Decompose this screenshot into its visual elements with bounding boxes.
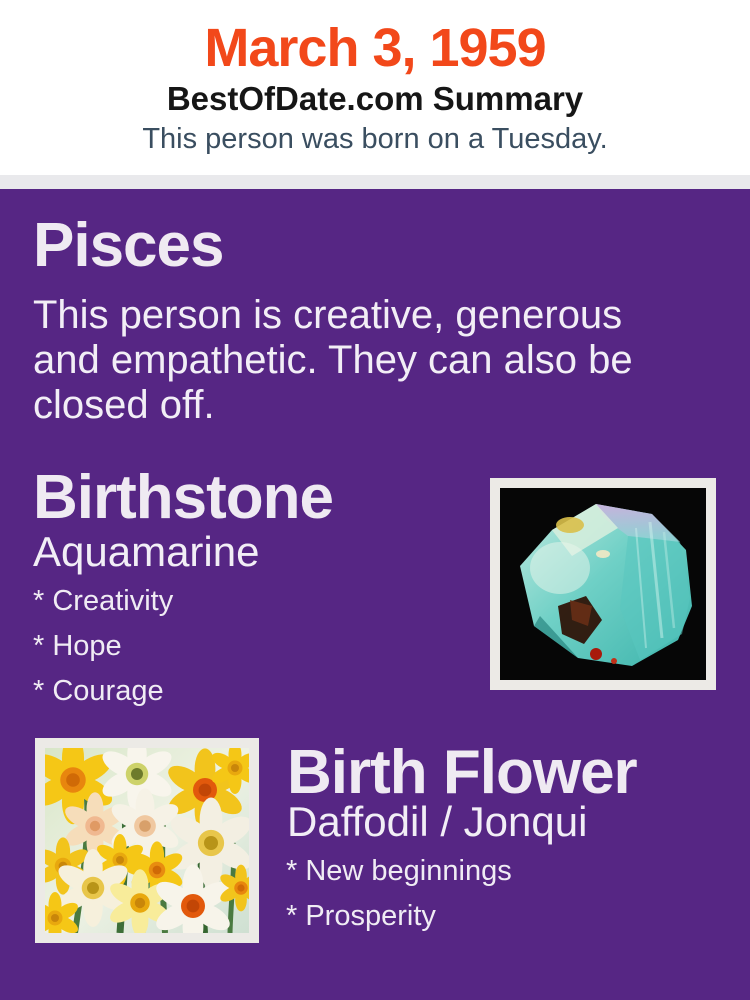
- zodiac-heading: Pisces: [33, 211, 224, 280]
- birth-flower-name: Daffodil / Jonqui: [287, 798, 588, 845]
- birth-flower-trait: * Prosperity: [286, 900, 436, 932]
- details-panel: [0, 189, 750, 1000]
- birthstone-heading: Birthstone: [33, 463, 333, 532]
- header-divider: [0, 175, 750, 189]
- birthstone-name: Aquamarine: [33, 528, 260, 575]
- aquamarine-stone-image: [500, 488, 706, 680]
- birthstone-trait: * Courage: [33, 675, 164, 707]
- birthstone-photo-frame: [490, 478, 716, 690]
- birth-flower-photo-frame: [35, 738, 259, 943]
- birth-flower-trait: * New beginnings: [286, 855, 512, 887]
- birthstone-trait: * Creativity: [33, 585, 174, 617]
- birthstone-trait: * Hope: [33, 630, 122, 662]
- weekday-note: This person was born on a Tuesday.: [142, 122, 608, 155]
- header: [0, 0, 750, 175]
- page-title-date: March 3, 1959: [204, 18, 546, 78]
- daffodil-flowers-image: [45, 748, 249, 933]
- birth-flower-heading: Birth Flower: [287, 738, 637, 807]
- site-summary-title: BestOfDate.com Summary: [166, 79, 584, 117]
- zodiac-description: This person is creative, generous and empathetic. They can also be closed off.: [33, 293, 633, 427]
